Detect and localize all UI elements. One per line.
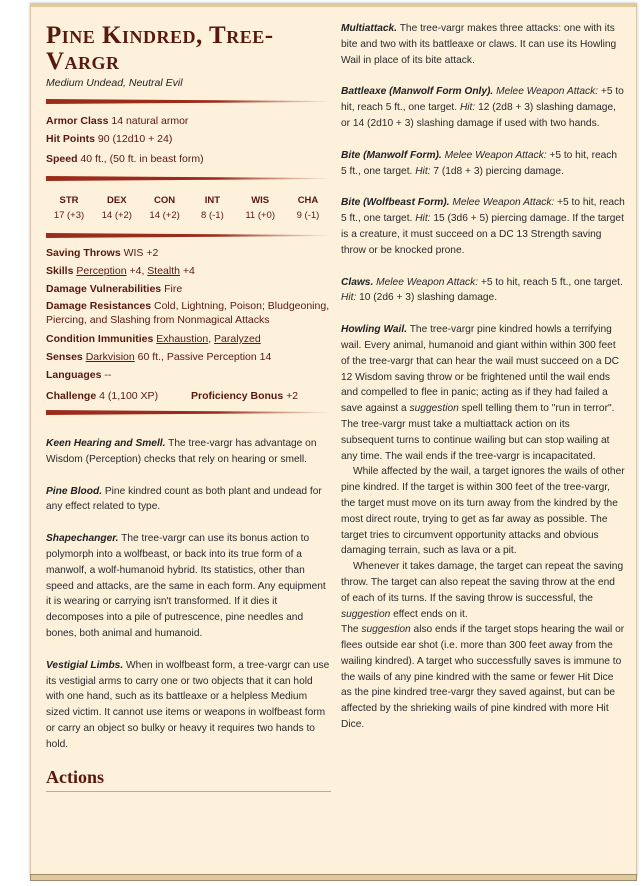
divider — [46, 410, 331, 415]
armor-class: Armor Class 14 natural armor — [46, 115, 189, 127]
languages: Languages -- — [46, 369, 112, 381]
skills: Skills Perception +4, Stealth +4 — [46, 265, 195, 277]
speed: Speed 40 ft., (50 ft. in beast form) — [46, 153, 204, 165]
divider — [46, 99, 331, 104]
howling-wail-p2: While affected by the wail, a target ignores the wails of other pine kindred. If the target is within 300 feet of the tree-vargr, the target must move on its turn away from the kindred by the most direct route, trying to get as far away as possible. The target tries to circumvent opportunity attacks and obvious damaging terrain, such as lava or a pit. — [341, 466, 625, 557]
ability-wis: WIS 11 (+0) — [245, 195, 276, 221]
hit-points: Hit Points 90 (12d10 + 24) — [46, 133, 173, 145]
stat-block-page — [30, 3, 637, 877]
damage-resistances: Damage Resistances Cold, Lightning, Poison; Bludgeoning, Piercing, and Slashing from Nonmagical Attacks — [46, 300, 330, 326]
challenge: Challenge 4 (1,100 XP) — [46, 390, 159, 402]
trait-vestigial-limbs: Vestigial Limbs. When in wolfbeast form, a tree-vargr can use its vestigial arms to carry one or two objects that it can hold with one hand, such as its battleaxe or a helpless Medium sized victim. It cannot use items or weapons in wolfbeast form or carry an object so bulky or heavy it requires two hands to hold. — [46, 659, 330, 750]
right-column — [341, 21, 625, 733]
action-howling-wail: Howling Wail. The tree-vargr pine kindred howls a terrifying wail. Every animal, humanoid and giant within within 300 feet of the tree-vargr that can hear the wail must succeed on a DC 12 Wisdom saving throw or be frightened until the wail ends and compelled to flee in panic; acting as if they had failed a save against a suggestion spell telling them to "run in terror". The tree-vargr must take a multiattack action on its subsequent turns to continue wailing but can stop wailing at any time. The wail ends if the tree-vargr is incapacitated. — [341, 324, 620, 462]
condition-immunities: Condition Immunities Exhaustion, Paralyzed — [46, 333, 261, 345]
senses: Senses Darkvision 60 ft., Passive Perception 14 — [46, 351, 272, 363]
actions-heading: Actions — [46, 767, 331, 792]
monster-meta: Medium Undead, Neutral Evil — [46, 77, 183, 89]
ability-con: CON 14 (+2) — [149, 195, 180, 221]
exhaustion-link[interactable]: Exhaustion — [156, 333, 209, 345]
ability-str: STR 17 (+3) — [53, 195, 85, 221]
trait-keen-hearing: Keen Hearing and Smell. The tree-vargr has advantage on Wisdom (Perception) checks that rely on hearing or smell. — [46, 438, 317, 465]
perception-link[interactable]: Perception — [76, 265, 127, 277]
left-column — [46, 21, 331, 792]
ability-scores — [46, 195, 331, 221]
action-claws: Claws. Melee Weapon Attack: +5 to hit, reach 5 ft., one target. Hit: 10 (2d6 + 3) slashing damage. — [341, 276, 623, 304]
divider — [46, 233, 331, 238]
darkvision-link[interactable]: Darkvision — [85, 351, 135, 363]
stealth-link[interactable]: Stealth — [147, 265, 180, 277]
ability-dex: DEX 14 (+2) — [101, 195, 132, 221]
saving-throws: Saving Throws WIS +2 — [46, 247, 159, 259]
page-bottom-border — [30, 874, 637, 881]
challenge-row — [46, 389, 331, 404]
action-multiattack: Multiattack. The tree-vargr makes three attacks: one with its bite and two with its battleaxe or claws. It can use its Howling Wail in place of its bite attack. — [341, 23, 617, 66]
ability-int: INT 8 (-1) — [201, 195, 224, 221]
damage-vulnerabilities: Damage Vulnerabilities Fire — [46, 283, 183, 295]
paralyzed-link[interactable]: Paralyzed — [214, 333, 261, 345]
action-battleaxe: Battleaxe (Manwolf Form Only). Melee Weapon Attack: +5 to hit, reach 5 ft., one target. Hit: 12 (2d8 + 3) slashing damage, or 14 (2d10 + 3) slashing damage if used with two hands. — [341, 86, 624, 129]
monster-name: Pine Kindred, Tree-Vargr — [46, 22, 274, 75]
ability-cha: CHA 9 (-1) — [296, 195, 320, 221]
divider — [46, 176, 331, 181]
action-bite-manwolf: Bite (Manwolf Form). Melee Weapon Attack: +5 to hit, reach 5 ft., one target. Hit: 7 (1d8 + 3) piercing damage. — [341, 149, 618, 177]
howling-wail-p3: Whenever it takes damage, the target can repeat the saving throw. The target can also repeat the saving throw at the end of each of its turns. If the saving throw is successful, the suggestion effect ends on it. — [341, 561, 624, 620]
howling-wail-p4: The suggestion also ends if the target stops hearing the wail or flees outside ear shot (i.e. more than 300 feet away from the wailing kindred). A target who successfully saves is immune to the wails of any pine kindred with the same or fewer Hit Dice as the pine kindred tree-vargr they saved against, but can be affected by the shrieking wails of pine kindred with more Hit Dice. — [341, 624, 625, 731]
proficiency-bonus: Proficiency Bonus +2 — [191, 390, 299, 402]
trait-shapechanger: Shapechanger. The tree-vargr can use its bonus action to polymorph into a wolfbeast, or back into its true form of a manwolf, a wolf-humanoid hybrid. Its statistics, other than speed and attacks, are the same in each form. Any equipment it is wearing or carrying isn't transformed. If it dies it decomposes into a pile of putrescence, pine needles and bones, both animal and humanoid. — [46, 533, 326, 639]
action-bite-wolfbeast: Bite (Wolfbeast Form). Melee Weapon Attack: +5 to hit, reach 5 ft., one target. Hit: 15 (3d6 + 5) piercing damage. If the target is a creature, it must succeed on a DC 13 Strength saving throw or be knocked prone. — [341, 197, 625, 256]
trait-pine-blood: Pine Blood. Pine kindred count as both plant and undead for any effect related to type. — [46, 485, 322, 513]
